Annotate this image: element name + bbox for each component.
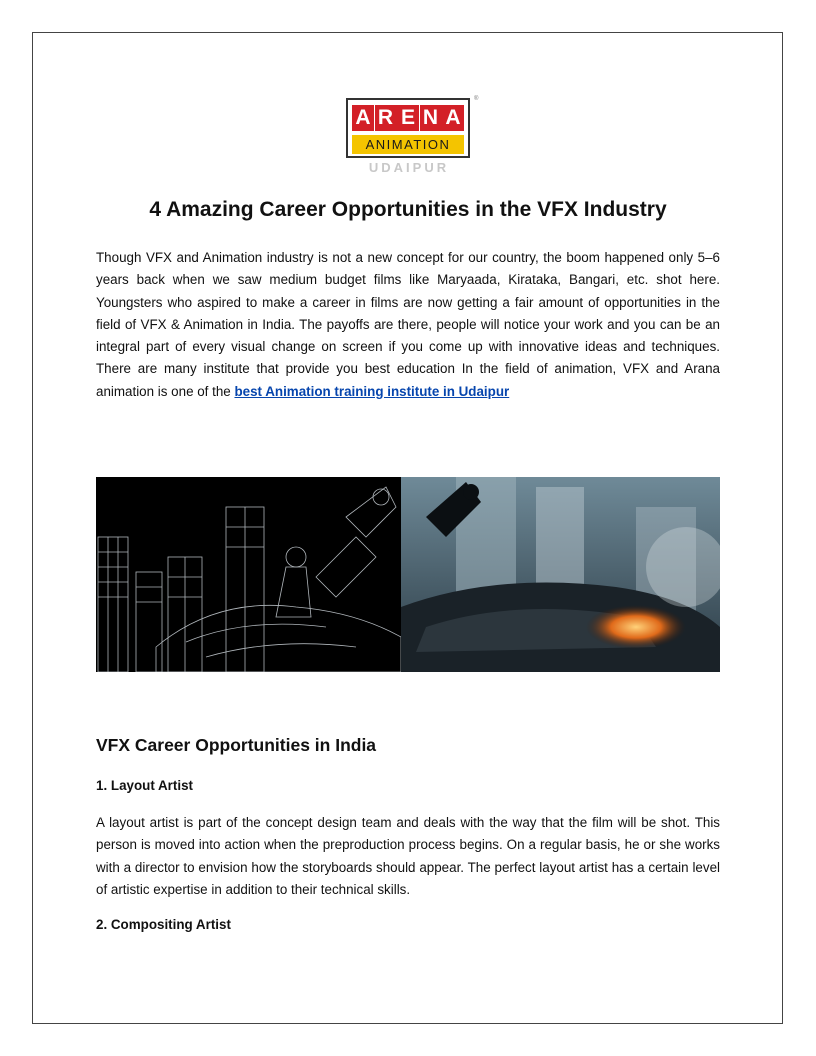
- section-heading: VFX Career Opportunities in India: [96, 735, 377, 755]
- registered-mark: ®: [474, 96, 479, 102]
- logo-animation-band: ANIMATION: [352, 135, 464, 154]
- vfx-hero-image: [96, 477, 720, 672]
- page-title: 4 Amazing Career Opportunities in the VFX Industry: [149, 198, 667, 221]
- arena-animation-logo: [346, 96, 479, 178]
- intro-text: Though VFX and Animation industry is not a new concept for our country, the boom happened only 5–6 years back when we saw medium budget films like Maryaada, Kirataka, Bangari, etc. shot here. Youngsters who aspired to make a career in films are now getting a fair amount of opportunities in the field of VFX & Animation in India. The payoffs are there, people will notice your work and you can be an integral part of every visual change on screen if you come up with innovative ideas and techniques. There are many institute that provide you best education In the field of animation, VFX and Arana animation is one of the: [96, 250, 720, 399]
- logo-box: [346, 98, 470, 158]
- layout-artist-paragraph: A layout artist is part of the concept design team and deals with the way that the film will be shot. This person is moved into action when the preproduction process begins. On a regular basis, he or she works with a director to envision how the storyboards should appear. The perfect layout artist has a certain level of artistic expertise in addition to their technical skills.: [96, 815, 720, 897]
- logo-arena-letters: [352, 104, 464, 132]
- logo-city: UDAIPUR: [368, 160, 450, 175]
- intro-paragraph: [96, 247, 720, 403]
- item-heading-compositing-artist: 2. Compositing Artist: [96, 917, 231, 932]
- logo-letter: E: [397, 105, 419, 131]
- logo-letter: R: [375, 105, 397, 131]
- item-heading-layout-artist: 1. Layout Artist: [96, 778, 193, 793]
- logo-letter: A: [442, 105, 464, 131]
- training-institute-link[interactable]: best Animation training institute in Udaipur: [234, 383, 510, 399]
- logo-letter: A: [352, 105, 374, 131]
- logo-letter: N: [420, 105, 442, 131]
